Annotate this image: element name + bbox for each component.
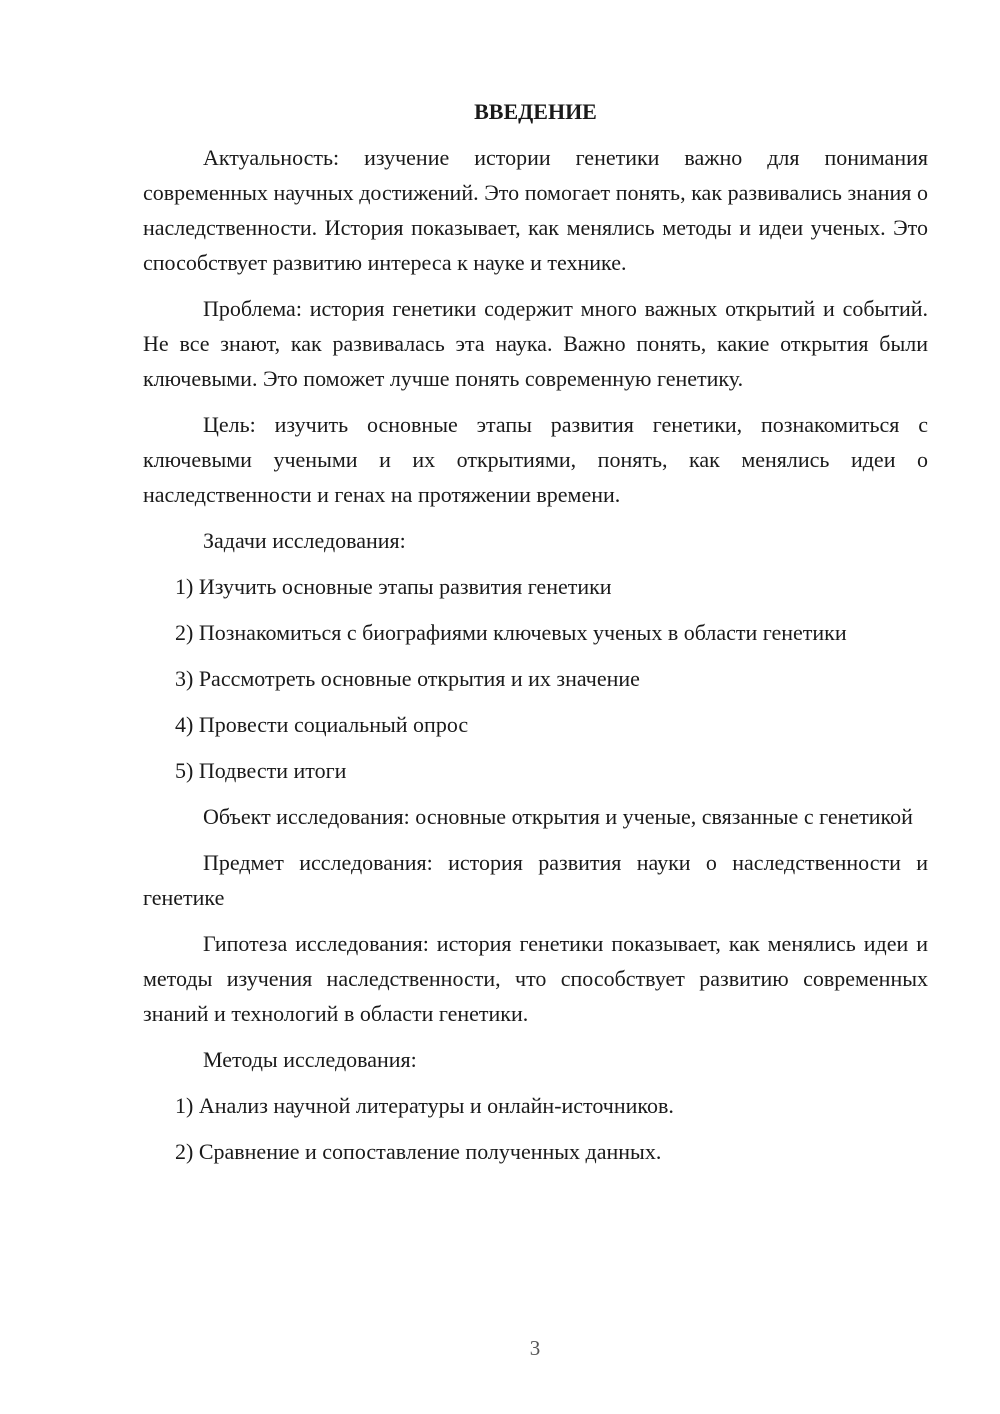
page-number: 3 xyxy=(529,1336,541,1360)
hypothesis-paragraph: Гипотеза исследования: история генетики показывает, как менялись идеи и методы изучения наследственности, что способствует развитию современных знаний и технологий в области генетики. xyxy=(143,931,928,1026)
task-item-1: 1) Изучить основные этапы развития генетики xyxy=(175,574,612,599)
object-paragraph: Объект исследования: основные открытия и ученые, связанные с генетикой xyxy=(203,804,913,829)
task-item-2: 2) Познакомиться с биографиями ключевых ученых в области генетики xyxy=(175,620,847,645)
section-title: ВВЕДЕНИЕ xyxy=(474,99,597,124)
methods-heading: Методы исследования: xyxy=(203,1047,417,1072)
relevance-paragraph: Актуальность: изучение истории генетики важно для понимания современных научных достижений. Это помогает понять, как развивались знания о наследственности. История показывает, как менялись методы и идеи ученых. Это способствует развитию интереса к науке и технике. xyxy=(143,145,928,275)
method-item-2: 2) Сравнение и сопоставление полученных данных. xyxy=(175,1139,662,1164)
page-content xyxy=(143,94,928,1180)
goal-paragraph: Цель: изучить основные этапы развития генетики, познакомиться с ключевыми учеными и их открытиями, понять, как менялись идеи о наследственности и генах на протяжении времени. xyxy=(143,412,928,507)
problem-paragraph: Проблема: история генетики содержит много важных открытий и событий. Не все знают, как развивалась эта наука. Важно понять, какие открытия были ключевыми. Это поможет лучше понять современную генетику. xyxy=(143,296,928,391)
task-item-3: 3) Рассмотреть основные открытия и их значение xyxy=(175,666,640,691)
task-item-5: 5) Подвести итоги xyxy=(175,758,347,783)
task-item-4: 4) Провести социальный опрос xyxy=(175,712,469,737)
tasks-heading: Задачи исследования: xyxy=(203,528,406,553)
subject-paragraph: Предмет исследования: история развития науки о наследственности и генетике xyxy=(143,850,928,910)
method-item-1: 1) Анализ научной литературы и онлайн-источников. xyxy=(175,1093,674,1118)
